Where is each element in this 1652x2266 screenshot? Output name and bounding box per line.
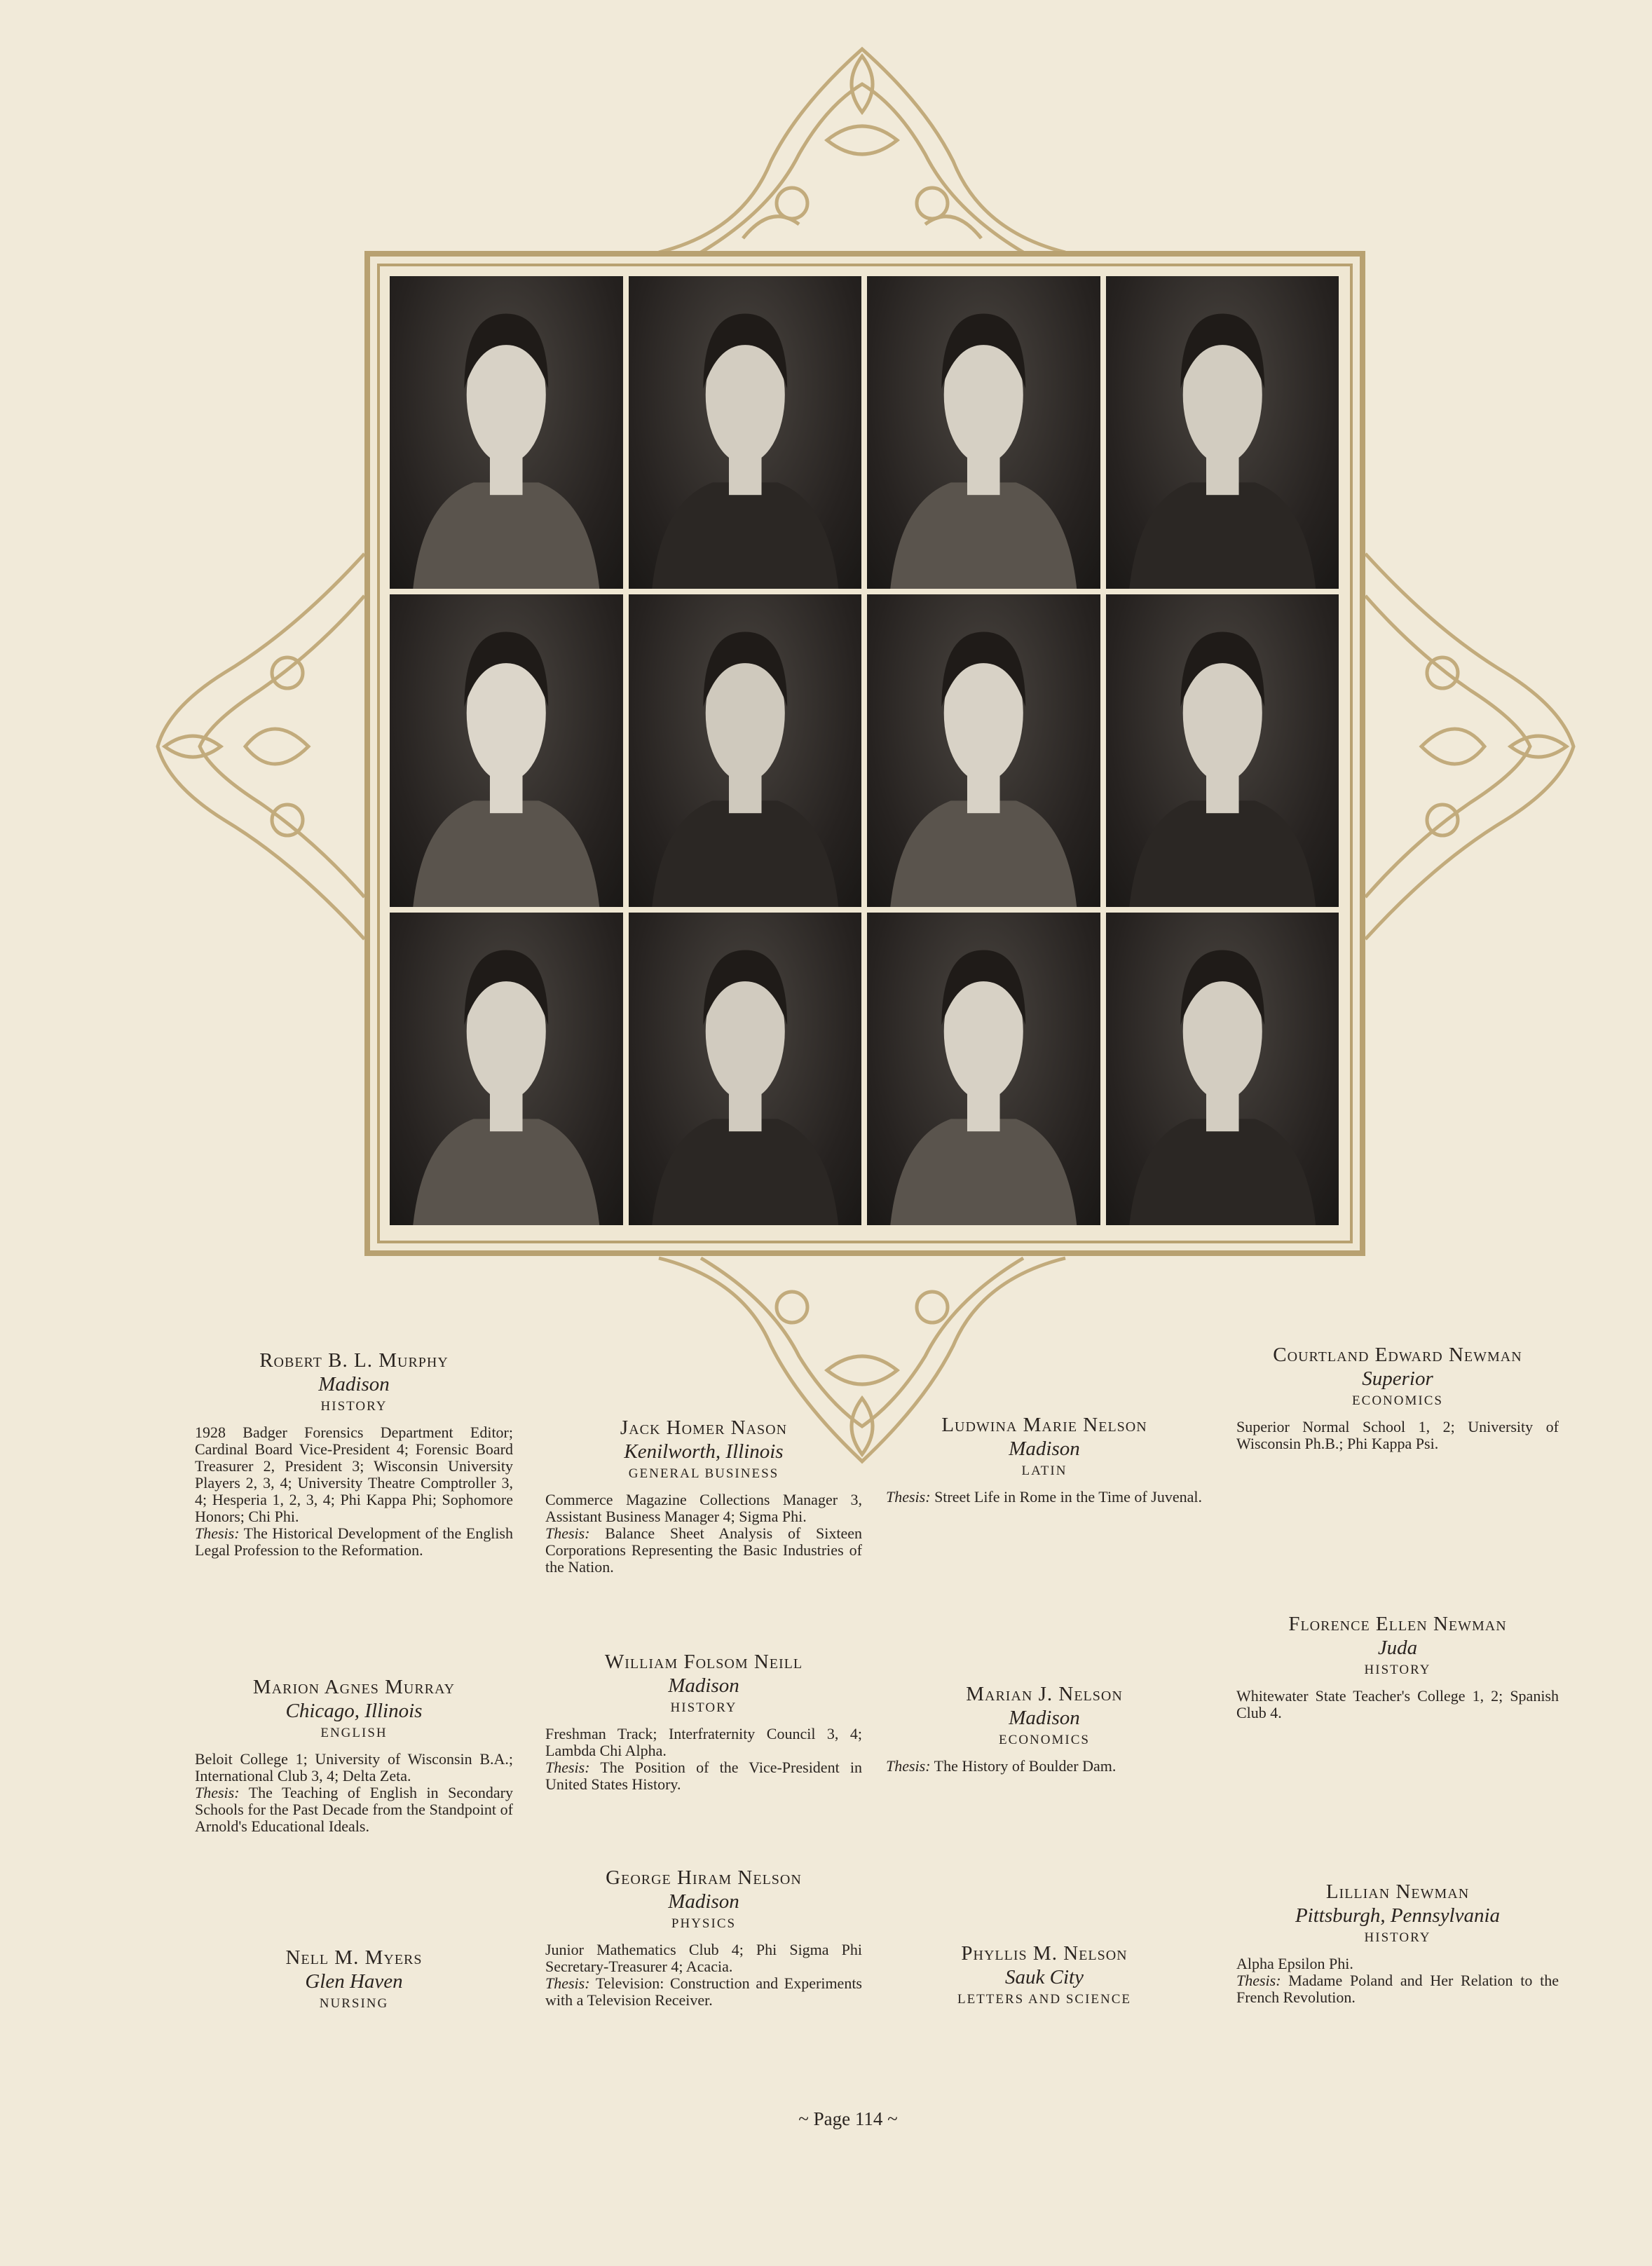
entry-myers — [195, 1946, 513, 2021]
entry-hometown: Madison — [1009, 1438, 1080, 1460]
entry-name: George Hiram Nelson — [606, 1866, 802, 1889]
portrait-silhouette — [390, 913, 623, 1225]
entry-thesis: Madame Poland and Her Relation to the French Revolution. — [1236, 1972, 1559, 2006]
entry-name: Nell M. Myers — [285, 1946, 423, 1969]
thesis-label: Thesis: — [195, 1784, 240, 1801]
entry-hometown: Superior — [1362, 1367, 1433, 1390]
entry-ludwina-nelson — [886, 1413, 1203, 1506]
portrait-silhouette — [629, 276, 862, 589]
portrait-silhouette — [867, 913, 1100, 1225]
entry-hometown: Madison — [318, 1373, 390, 1395]
entry-hometown: Chicago, Illinois — [285, 1700, 423, 1722]
entry-department: PHYSICS — [671, 1916, 737, 1931]
entry-thesis: The History of Boulder Dam. — [934, 1757, 1117, 1775]
entry-hometown: Madison — [1009, 1707, 1080, 1729]
portrait-photo — [390, 913, 623, 1225]
entry-activities: Superior Normal School 1, 2; University of Wisconsin Ph.B.; Phi Kappa Psi. — [1236, 1418, 1559, 1452]
portrait-silhouette — [390, 594, 623, 907]
entry-name: Florence Ellen Newman — [1288, 1613, 1507, 1635]
portrait-photo — [629, 276, 862, 589]
portrait-photo — [629, 594, 862, 907]
page-number: ~ Page 114 ~ — [798, 2108, 898, 2129]
thesis-label: Thesis: — [886, 1757, 931, 1775]
portrait-photo — [629, 913, 862, 1225]
portrait-silhouette — [867, 594, 1100, 907]
entry-hometown: Madison — [668, 1890, 739, 1913]
entry-courtland-newman — [1236, 1343, 1559, 1452]
entry-name: Marian J. Nelson — [966, 1683, 1123, 1705]
entry-name: Courtland Edward Newman — [1273, 1344, 1522, 1366]
entry-name: Lillian Newman — [1325, 1881, 1470, 1903]
portrait-photo — [1106, 594, 1339, 907]
portrait-photo — [390, 594, 623, 907]
entry-name: Ludwina Marie Nelson — [941, 1414, 1147, 1436]
portrait-photo — [867, 594, 1100, 907]
entry-department: ECONOMICS — [1352, 1393, 1443, 1408]
entry-activities: Beloit College 1; University of Wisconsin B.A.; International Club 3, 4; Delta Zeta. Thesis: The Teaching of English in Secondary Schools for the Past Decade from the Standpoint of Arnold's Educational Ideals. — [195, 1750, 513, 1835]
thesis-label: Thesis: — [195, 1524, 240, 1542]
portrait-silhouette — [629, 594, 862, 907]
entry-department: NURSING — [319, 1996, 389, 2011]
entry-department: LETTERS AND SCIENCE — [957, 1992, 1132, 2007]
entry-name: William Folsom Neill — [604, 1651, 803, 1673]
thesis-label: Thesis: — [545, 1524, 590, 1542]
entry-name: Robert B. L. Murphy — [259, 1349, 449, 1372]
entry-murray — [195, 1675, 513, 1835]
portrait-silhouette — [1106, 594, 1339, 907]
entry-activities: 1928 Badger Forensics Department Editor; Cardinal Board Vice-President 4; Forensic Board Treasurer 2, President 3; Wisconsin University Players 2, 3, 4; University Theatre Comptroller 3, 4; Hesperia 1, 2, 3, 4; Phi Kappa Phi; Sophomore Honors; Chi Phi. Thesis: The Historical Development of the English Legal Profession to the Reformation. — [195, 1424, 513, 1559]
entry-hometown: Sauk City — [1005, 1966, 1084, 1988]
entry-marian-nelson — [886, 1682, 1203, 1775]
portrait-silhouette — [867, 276, 1100, 589]
entry-department: HISTORY — [320, 1399, 388, 1414]
entry-thesis: The Teaching of English in Secondary Schools for the Past Decade from the Standpoint of Arnold's Educational Ideals. — [195, 1784, 513, 1835]
entry-hometown: Pittsburgh, Pennsylvania — [1295, 1904, 1501, 1927]
thesis-label: Thesis: — [886, 1488, 931, 1506]
entry-activities: Commerce Magazine Collections Manager 3, Assistant Business Manager 4; Sigma Phi. Thesis: Balance Sheet Analysis of Sixteen Corporations Representing the Basic Industries of the Nation. — [545, 1491, 863, 1576]
entry-lillian-newman — [1236, 1880, 1559, 2006]
portrait-photo — [390, 276, 623, 589]
portrait-photo — [867, 913, 1100, 1225]
entry-thesis: The Position of the Vice-President in United States History. — [545, 1759, 862, 1793]
thesis-label: Thesis: — [1236, 1972, 1281, 1989]
portrait-silhouette — [390, 276, 623, 589]
entry-florence-newman — [1236, 1612, 1559, 1721]
entry-activities — [886, 1758, 1203, 1775]
entry-nason — [545, 1416, 862, 1576]
entry-name: Jack Homer Nason — [620, 1417, 788, 1439]
thesis-label: Thesis: — [545, 1759, 590, 1776]
entry-name: Marion Agnes Murray — [252, 1676, 456, 1698]
entry-activities: Junior Mathematics Club 4; Phi Sigma Phi Secretary-Treasurer 4; Acacia. Thesis: Television: Construction and Experiments with a Television Receiver. — [545, 1941, 862, 2009]
entry-hometown: Glen Haven — [305, 1970, 403, 1993]
entry-department: HISTORY — [670, 1700, 737, 1715]
portrait-silhouette — [1106, 276, 1339, 589]
portrait-grid — [390, 276, 1339, 1225]
entry-hometown: Juda — [1377, 1637, 1418, 1659]
portrait-silhouette — [1106, 913, 1339, 1225]
entry-thesis: The Historical Development of the English Legal Profession to the Reformation. — [195, 1524, 513, 1559]
entry-activities: Freshman Track; Interfraternity Council 3, 4; Lambda Chi Alpha. Thesis: The Position of the Vice-President in United States History. — [545, 1725, 862, 1793]
entry-name: Phyllis M. Nelson — [961, 1942, 1128, 1965]
portrait-photo — [1106, 276, 1339, 589]
entry-department: LATIN — [1021, 1463, 1067, 1478]
entry-department: HISTORY — [1364, 1930, 1431, 1945]
portrait-photo — [1106, 913, 1339, 1225]
entry-hometown: Madison — [668, 1674, 739, 1697]
entry-phyllis-nelson — [886, 1941, 1203, 2017]
portrait-photo — [867, 276, 1100, 589]
entry-activities: Whitewater State Teacher's College 1, 2; Spanish Club 4. — [1236, 1687, 1559, 1721]
entry-neill — [545, 1650, 862, 1793]
entry-thesis: Television: Construction and Experiments with a Television Receiver. — [545, 1974, 862, 2009]
entry-hometown: Kenilworth, Illinois — [624, 1440, 784, 1463]
entry-activities — [886, 1489, 1203, 1506]
entry-murphy — [195, 1349, 513, 1559]
entry-department: GENERAL BUSINESS — [628, 1466, 779, 1481]
thesis-label: Thesis: — [545, 1974, 590, 1992]
entry-thesis: Balance Sheet Analysis of Sixteen Corporations Representing the Basic Industries of the Nation. — [545, 1524, 863, 1576]
entry-activities: Alpha Epsilon Phi. Thesis: Madame Poland and Her Relation to the French Revolution. — [1236, 1955, 1559, 2006]
entry-thesis: Street Life in Rome in the Time of Juvenal. — [934, 1488, 1202, 1506]
entry-department: HISTORY — [1364, 1663, 1431, 1677]
entry-department: ENGLISH — [320, 1726, 388, 1740]
entry-george-nelson — [545, 1866, 862, 2009]
entry-department: ECONOMICS — [999, 1733, 1090, 1747]
portrait-silhouette — [629, 913, 862, 1225]
